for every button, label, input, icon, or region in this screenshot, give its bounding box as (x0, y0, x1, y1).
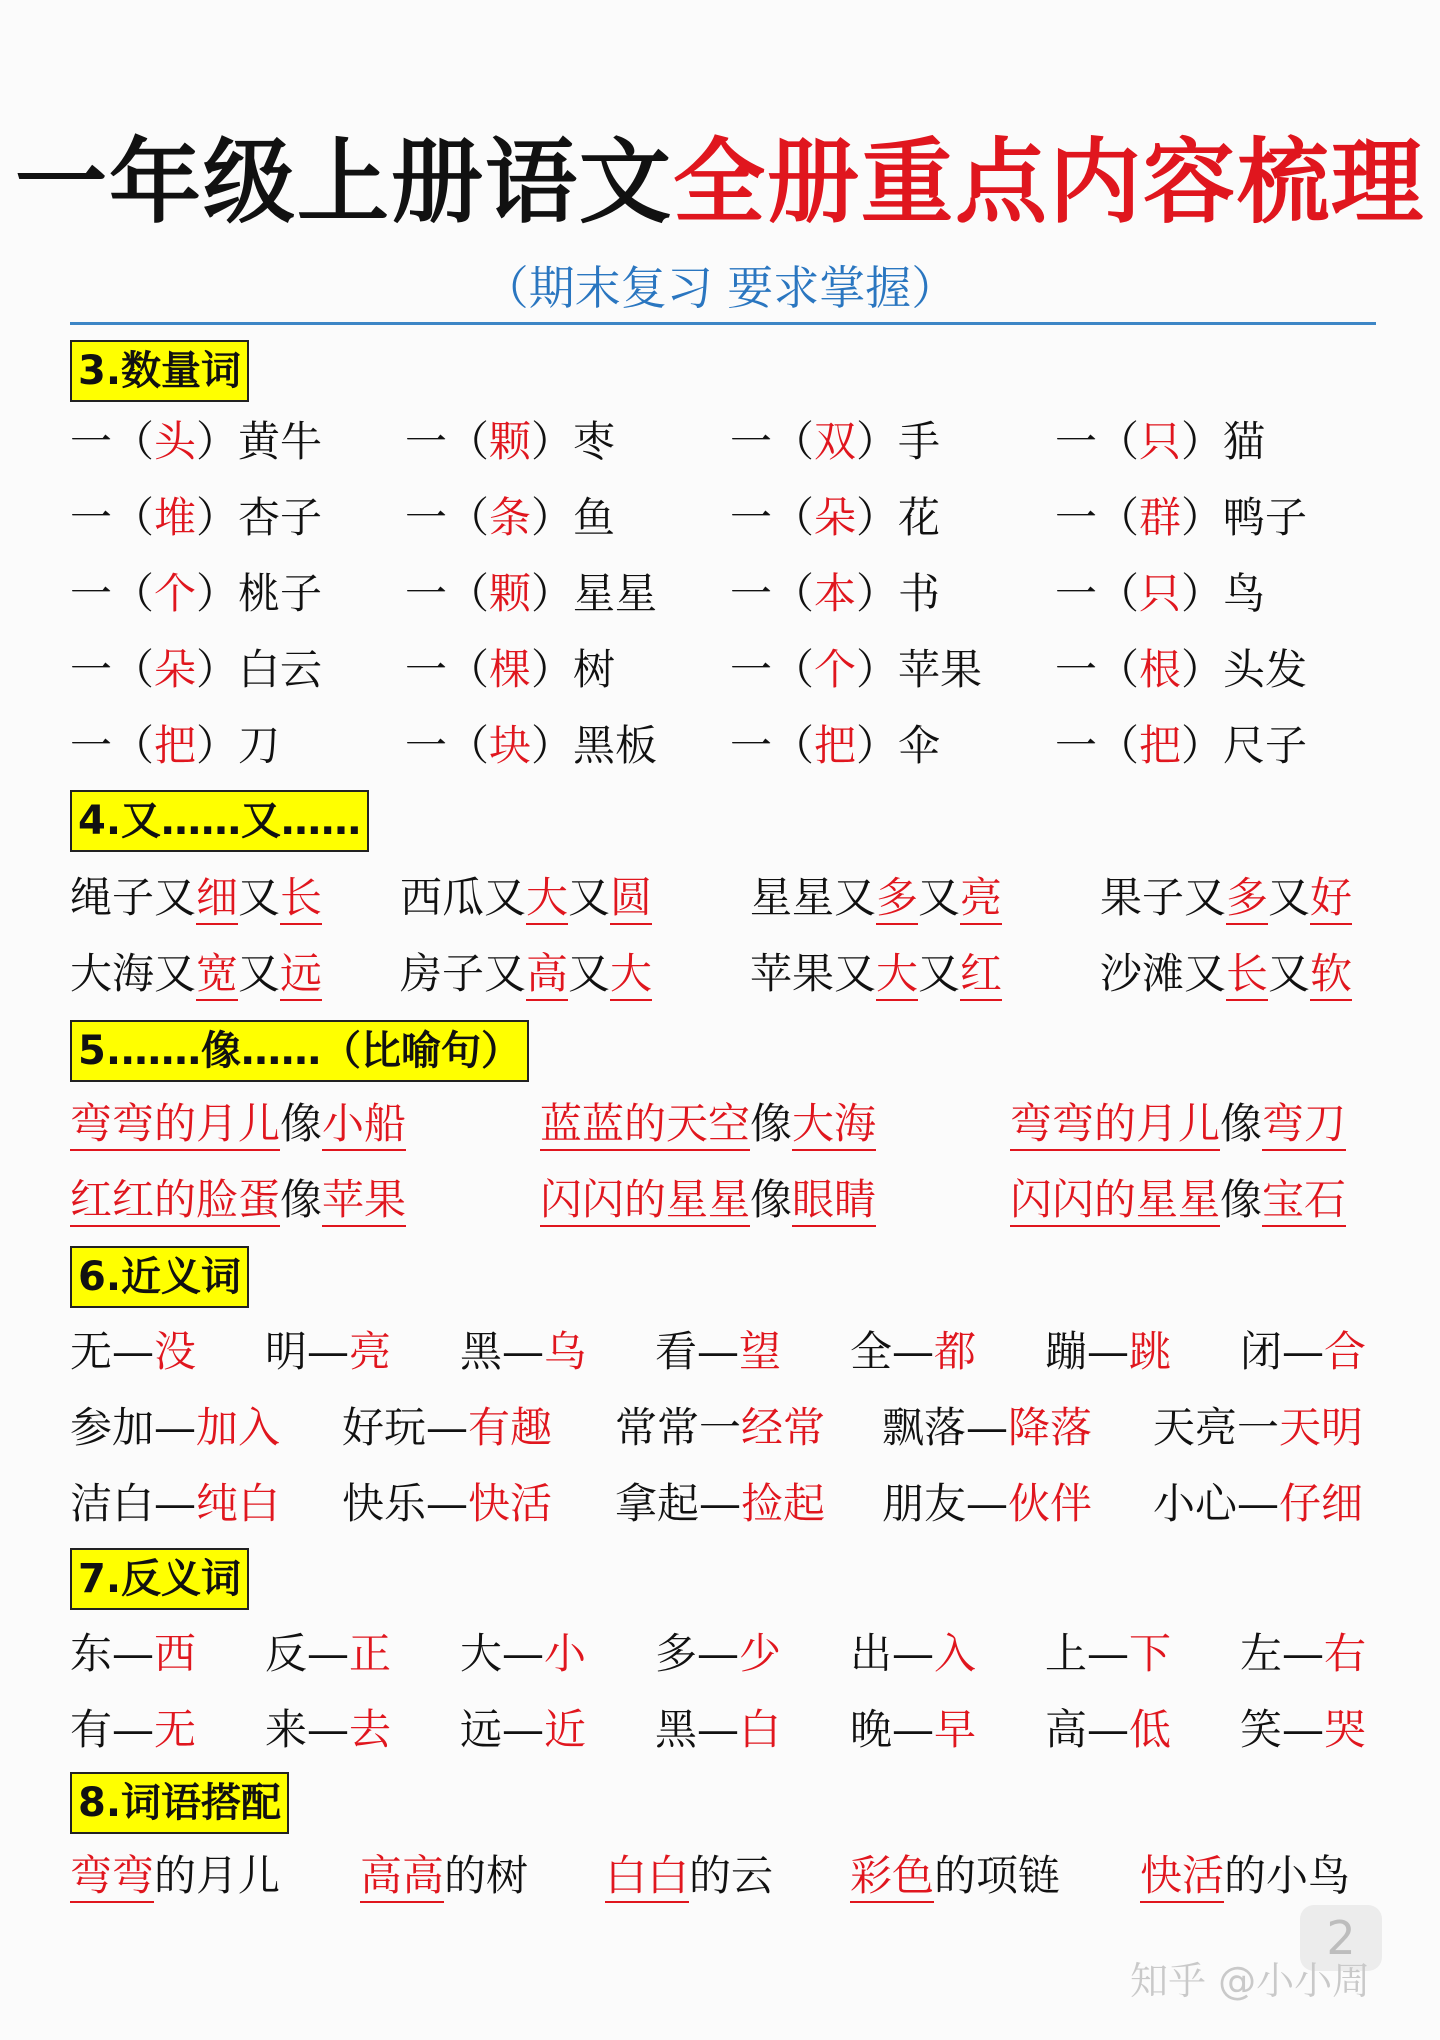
measure-prefix: 一（ (1055, 417, 1140, 466)
collocation-modifier: 快活 (1140, 1851, 1224, 1903)
antonym-pair (655, 1624, 781, 1684)
measure-answer: 颗 (489, 569, 532, 618)
phrase-connector: 又 (918, 949, 961, 998)
synonym-pair (342, 1398, 552, 1458)
phrase-adjective: 长 (280, 873, 322, 925)
simile-row (70, 1094, 1376, 1154)
synonym-row (70, 1322, 1376, 1382)
antonym-pair (1045, 1624, 1171, 1684)
collocation-phrase (850, 1846, 1060, 1906)
measure-item (70, 412, 322, 472)
antonym-word: 大— (460, 1629, 545, 1678)
measure-row (70, 716, 1376, 776)
measure-prefix: 一（ (730, 493, 815, 542)
watermark: 知乎 @小小周 (1130, 1959, 1371, 2003)
synonym-word: 洁白— (70, 1479, 197, 1528)
measure-item (730, 640, 982, 700)
antonym-answer: 下 (1129, 1629, 1172, 1678)
phrase-adjective: 大 (876, 949, 918, 1001)
synonym-answer: 没 (154, 1327, 197, 1376)
simile-like: 像 (280, 1099, 323, 1148)
section-heading-antonyms: 7.反义词 (70, 1548, 249, 1610)
measure-answer: 把 (1139, 721, 1182, 770)
synonym-pair (70, 1398, 280, 1458)
measure-item (70, 640, 322, 700)
collocation-phrase (605, 1846, 773, 1906)
synonym-pair (850, 1322, 976, 1382)
phrase-adjective: 多 (1226, 873, 1268, 925)
simile-subject: 闪闪的星星 (540, 1175, 750, 1227)
phrase-connector: 又 (238, 949, 281, 998)
phrase-adjective: 高 (526, 949, 568, 1001)
simile-object: 弯刀 (1262, 1099, 1346, 1151)
antonym-pair (1240, 1700, 1366, 1760)
page-subtitle: （期末复习 要求掌握） (482, 261, 958, 315)
measure-item (1055, 488, 1307, 548)
measure-prefix: 一（ (405, 569, 490, 618)
synonym-answer: 乌 (544, 1327, 587, 1376)
measure-noun: ）树 (531, 645, 616, 694)
measure-item (1055, 716, 1307, 776)
synonym-word: 好玩— (342, 1403, 469, 1452)
antonym-word: 有— (70, 1705, 155, 1754)
measure-item (730, 564, 940, 624)
measure-noun: ）伞 (856, 721, 941, 770)
measure-noun: ）鸟 (1181, 569, 1266, 618)
collocation-noun: 的项链 (934, 1851, 1061, 1900)
simile-sentence (1010, 1170, 1346, 1230)
measure-noun: ）枣 (531, 417, 616, 466)
synonym-answer: 合 (1324, 1327, 1367, 1376)
measure-noun: ）鸭子 (1181, 493, 1308, 542)
measure-prefix: 一（ (405, 645, 490, 694)
antonym-answer: 右 (1324, 1629, 1367, 1678)
antonym-answer: 无 (154, 1705, 197, 1754)
simile-object: 苹果 (322, 1175, 406, 1227)
simile-subject: 弯弯的月儿 (1010, 1099, 1220, 1151)
simile-sentence (70, 1170, 406, 1230)
synonym-answer: 伙伴 (1008, 1479, 1093, 1528)
phrase-subject: 绳子又 (70, 873, 197, 922)
collocation-modifier: 高高 (360, 1851, 444, 1903)
measure-answer: 颗 (489, 417, 532, 466)
measure-item (1055, 640, 1307, 700)
synonym-answer: 天明 (1279, 1403, 1364, 1452)
measure-prefix: 一（ (70, 493, 155, 542)
antonym-answer: 去 (349, 1705, 392, 1754)
measure-prefix: 一（ (405, 493, 490, 542)
measure-noun: ）黄牛 (196, 417, 323, 466)
measure-answer: 堆 (154, 493, 197, 542)
measure-answer: 群 (1139, 493, 1182, 542)
phrase-adjective: 红 (960, 949, 1002, 1001)
measure-noun: ）花 (856, 493, 941, 542)
measure-prefix: 一（ (405, 721, 490, 770)
phrase-subject: 沙滩又 (1100, 949, 1227, 998)
collocation-phrase (1140, 1846, 1350, 1906)
collocation-row (70, 1846, 1376, 1906)
measure-prefix: 一（ (730, 645, 815, 694)
measure-noun: ）黑板 (531, 721, 658, 770)
measure-answer: 本 (814, 569, 857, 618)
antonym-word: 远— (460, 1705, 545, 1754)
measure-noun: ）星星 (531, 569, 658, 618)
synonym-word: 拿起— (615, 1479, 742, 1528)
antonym-pair (265, 1700, 391, 1760)
synonym-row (70, 1398, 1376, 1458)
measure-item (405, 716, 657, 776)
synonym-answer: 跳 (1129, 1327, 1172, 1376)
you-you-phrase (70, 868, 322, 928)
antonym-word: 黑— (655, 1705, 740, 1754)
antonym-answer: 西 (154, 1629, 197, 1678)
you-you-phrase (750, 944, 1002, 1004)
synonym-pair (70, 1474, 280, 1534)
measure-answer: 把 (814, 721, 857, 770)
antonym-word: 多— (655, 1629, 740, 1678)
measure-prefix: 一（ (70, 417, 155, 466)
synonym-answer: 纯白 (196, 1479, 281, 1528)
phrase-adjective: 亮 (960, 873, 1002, 925)
section-heading-collocation: 8.词语搭配 (70, 1772, 289, 1834)
antonym-pair (850, 1624, 976, 1684)
collocation-noun: 的月儿 (154, 1851, 281, 1900)
measure-prefix: 一（ (70, 569, 155, 618)
simile-sentence (540, 1170, 876, 1230)
antonym-answer: 哭 (1324, 1705, 1367, 1754)
simile-object: 宝石 (1262, 1175, 1346, 1227)
measure-item (405, 488, 615, 548)
phrase-adjective: 宽 (196, 949, 238, 1001)
synonym-pair (1153, 1474, 1363, 1534)
synonym-word: 飘落— (882, 1403, 1009, 1452)
measure-row (70, 488, 1376, 548)
phrase-adjective: 长 (1226, 949, 1268, 1001)
you-you-row (70, 868, 1376, 928)
measure-item (405, 640, 615, 700)
simile-object: 眼睛 (792, 1175, 876, 1227)
measure-answer: 棵 (489, 645, 532, 694)
phrase-adjective: 远 (280, 949, 322, 1001)
simile-sentence (1010, 1094, 1346, 1154)
measure-item (70, 488, 322, 548)
measure-item (730, 716, 940, 776)
antonym-word: 出— (850, 1629, 935, 1678)
antonym-answer: 早 (934, 1705, 977, 1754)
synonym-answer: 仔细 (1279, 1479, 1364, 1528)
phrase-connector: 又 (918, 873, 961, 922)
collocation-phrase (70, 1846, 280, 1906)
collocation-modifier: 弯弯 (70, 1851, 154, 1903)
synonym-word: 看— (655, 1327, 740, 1376)
measure-answer: 个 (154, 569, 197, 618)
antonym-word: 高— (1045, 1705, 1130, 1754)
simile-like: 像 (750, 1175, 793, 1224)
measure-prefix: 一（ (1055, 721, 1140, 770)
simile-row (70, 1170, 1376, 1230)
simile-object: 大海 (792, 1099, 876, 1151)
antonym-pair (460, 1700, 586, 1760)
simile-like: 像 (1220, 1175, 1263, 1224)
measure-noun: ）猫 (1181, 417, 1266, 466)
measure-noun: ）白云 (196, 645, 323, 694)
synonym-answer: 快活 (468, 1479, 553, 1528)
simile-sentence (70, 1094, 406, 1154)
synonym-pair (460, 1322, 586, 1382)
antonym-pair (70, 1624, 196, 1684)
synonym-answer: 亮 (349, 1327, 392, 1376)
simile-subject: 蓝蓝的天空 (540, 1099, 750, 1151)
antonym-word: 来— (265, 1705, 350, 1754)
collocation-phrase (360, 1846, 528, 1906)
synonym-word: 小心— (1153, 1479, 1280, 1528)
antonym-row (70, 1700, 1376, 1760)
synonym-answer: 降落 (1008, 1403, 1093, 1452)
collocation-noun: 的小鸟 (1224, 1851, 1351, 1900)
you-you-phrase (1100, 944, 1352, 1004)
measure-prefix: 一（ (730, 721, 815, 770)
measure-item (1055, 564, 1265, 624)
measure-noun: ）头发 (1181, 645, 1308, 694)
phrase-connector: 又 (568, 873, 611, 922)
phrase-subject: 果子又 (1100, 873, 1227, 922)
you-you-phrase (70, 944, 322, 1004)
measure-answer: 条 (489, 493, 532, 542)
phrase-subject: 星星又 (750, 873, 877, 922)
measure-answer: 只 (1139, 569, 1182, 618)
simile-like: 像 (280, 1175, 323, 1224)
measure-item (730, 488, 940, 548)
phrase-adjective: 多 (876, 873, 918, 925)
synonym-pair (882, 1474, 1092, 1534)
antonym-pair (460, 1624, 586, 1684)
phrase-adjective: 圆 (610, 873, 652, 925)
collocation-noun: 的树 (444, 1851, 529, 1900)
synonym-pair (882, 1398, 1092, 1458)
synonym-word: 无— (70, 1327, 155, 1376)
you-you-phrase (400, 868, 652, 928)
page-number-badge: 2 (1300, 1905, 1382, 1971)
antonym-answer: 小 (544, 1629, 587, 1678)
measure-prefix: 一（ (70, 721, 155, 770)
antonym-word: 反— (265, 1629, 350, 1678)
synonym-pair (342, 1474, 552, 1534)
phrase-adjective: 软 (1310, 949, 1352, 1001)
measure-prefix: 一（ (1055, 569, 1140, 618)
antonym-word: 笑— (1240, 1705, 1325, 1754)
measure-noun: ）尺子 (1181, 721, 1308, 770)
synonym-pair (70, 1322, 196, 1382)
measure-answer: 块 (489, 721, 532, 770)
antonym-pair (70, 1700, 196, 1760)
measure-item (70, 564, 322, 624)
measure-prefix: 一（ (405, 417, 490, 466)
antonym-answer: 近 (544, 1705, 587, 1754)
measure-noun: ）鱼 (531, 493, 616, 542)
synonym-answer: 都 (934, 1327, 977, 1376)
measure-answer: 朵 (814, 493, 857, 542)
synonym-word: 明— (265, 1327, 350, 1376)
antonym-pair (1045, 1700, 1171, 1760)
section-heading-synonyms: 6.近义词 (70, 1246, 249, 1308)
measure-answer: 把 (154, 721, 197, 770)
you-you-phrase (400, 944, 652, 1004)
synonym-pair (1045, 1322, 1171, 1382)
measure-row (70, 640, 1376, 700)
measure-item (1055, 412, 1265, 472)
simile-subject: 红红的脸蛋 (70, 1175, 280, 1227)
simile-object: 小船 (322, 1099, 406, 1151)
you-you-row (70, 944, 1376, 1004)
measure-noun: ）桃子 (196, 569, 323, 618)
measure-item (70, 716, 280, 776)
synonym-row (70, 1474, 1376, 1534)
antonym-row (70, 1624, 1376, 1684)
simile-like: 像 (750, 1099, 793, 1148)
synonym-word: 闭— (1240, 1327, 1325, 1376)
section-heading-youyou: 4.又……又…… (70, 790, 369, 852)
simile-sentence (540, 1094, 876, 1154)
synonym-answer: 捡起 (741, 1479, 826, 1528)
antonym-answer: 正 (349, 1629, 392, 1678)
measure-item (405, 564, 657, 624)
antonym-pair (655, 1700, 781, 1760)
antonym-answer: 低 (1129, 1705, 1172, 1754)
collocation-modifier: 彩色 (850, 1851, 934, 1903)
synonym-pair (1153, 1398, 1363, 1458)
antonym-word: 左— (1240, 1629, 1325, 1678)
synonym-word: 常常一 (615, 1403, 742, 1452)
measure-noun: ）杏子 (196, 493, 323, 542)
synonym-pair (615, 1398, 825, 1458)
antonym-pair (265, 1624, 391, 1684)
phrase-subject: 大海又 (70, 949, 197, 998)
antonym-answer: 少 (739, 1629, 782, 1678)
synonym-word: 黑— (460, 1327, 545, 1376)
you-you-phrase (1100, 868, 1352, 928)
you-you-phrase (750, 868, 1002, 928)
measure-answer: 朵 (154, 645, 197, 694)
synonym-word: 快乐— (342, 1479, 469, 1528)
antonym-word: 晚— (850, 1705, 935, 1754)
measure-answer: 个 (814, 645, 857, 694)
phrase-subject: 房子又 (400, 949, 527, 998)
measure-answer: 根 (1139, 645, 1182, 694)
page-title: 一年级上册语文全册重点内容梳理 (14, 129, 1426, 236)
antonym-pair (1240, 1624, 1366, 1684)
antonym-word: 上— (1045, 1629, 1130, 1678)
measure-noun: ）刀 (196, 721, 281, 770)
simile-subject: 弯弯的月儿 (70, 1099, 280, 1151)
synonym-pair (655, 1322, 781, 1382)
measure-item (405, 412, 615, 472)
phrase-connector: 又 (238, 873, 281, 922)
synonym-answer: 望 (739, 1327, 782, 1376)
measure-answer: 只 (1139, 417, 1182, 466)
measure-noun: ）苹果 (856, 645, 983, 694)
phrase-adjective: 细 (196, 873, 238, 925)
measure-prefix: 一（ (1055, 645, 1140, 694)
phrase-connector: 又 (568, 949, 611, 998)
antonym-word: 东— (70, 1629, 155, 1678)
simile-like: 像 (1220, 1099, 1263, 1148)
synonym-word: 天亮一 (1153, 1403, 1280, 1452)
phrase-subject: 苹果又 (750, 949, 877, 998)
synonym-answer: 有趣 (468, 1403, 553, 1452)
measure-prefix: 一（ (730, 569, 815, 618)
synonym-pair (615, 1474, 825, 1534)
phrase-adjective: 大 (610, 949, 652, 1001)
synonym-answer: 经常 (741, 1403, 826, 1452)
synonym-answer: 加入 (196, 1403, 281, 1452)
measure-prefix: 一（ (1055, 493, 1140, 542)
phrase-adjective: 好 (1310, 873, 1352, 925)
antonym-answer: 入 (934, 1629, 977, 1678)
measure-item (730, 412, 940, 472)
antonym-pair (850, 1700, 976, 1760)
synonym-pair (1240, 1322, 1366, 1382)
phrase-connector: 又 (1268, 873, 1311, 922)
synonym-word: 蹦— (1045, 1327, 1130, 1376)
collocation-noun: 的云 (689, 1851, 774, 1900)
divider (70, 322, 1376, 325)
synonym-word: 参加— (70, 1403, 197, 1452)
section-heading-measure: 3.数量词 (70, 340, 249, 402)
measure-noun: ）手 (856, 417, 941, 466)
collocation-modifier: 白白 (605, 1851, 689, 1903)
phrase-connector: 又 (1268, 949, 1311, 998)
measure-prefix: 一（ (70, 645, 155, 694)
synonym-pair (265, 1322, 391, 1382)
measure-answer: 头 (154, 417, 197, 466)
simile-subject: 闪闪的星星 (1010, 1175, 1220, 1227)
synonym-word: 全— (850, 1327, 935, 1376)
measure-answer: 双 (814, 417, 857, 466)
measure-row (70, 412, 1376, 472)
antonym-answer: 白 (739, 1705, 782, 1754)
phrase-subject: 西瓜又 (400, 873, 527, 922)
synonym-word: 朋友— (882, 1479, 1009, 1528)
measure-row (70, 564, 1376, 624)
measure-noun: ）书 (856, 569, 941, 618)
measure-prefix: 一（ (730, 417, 815, 466)
phrase-adjective: 大 (526, 873, 568, 925)
section-heading-simile: 5.……像……（比喻句） (70, 1020, 529, 1082)
